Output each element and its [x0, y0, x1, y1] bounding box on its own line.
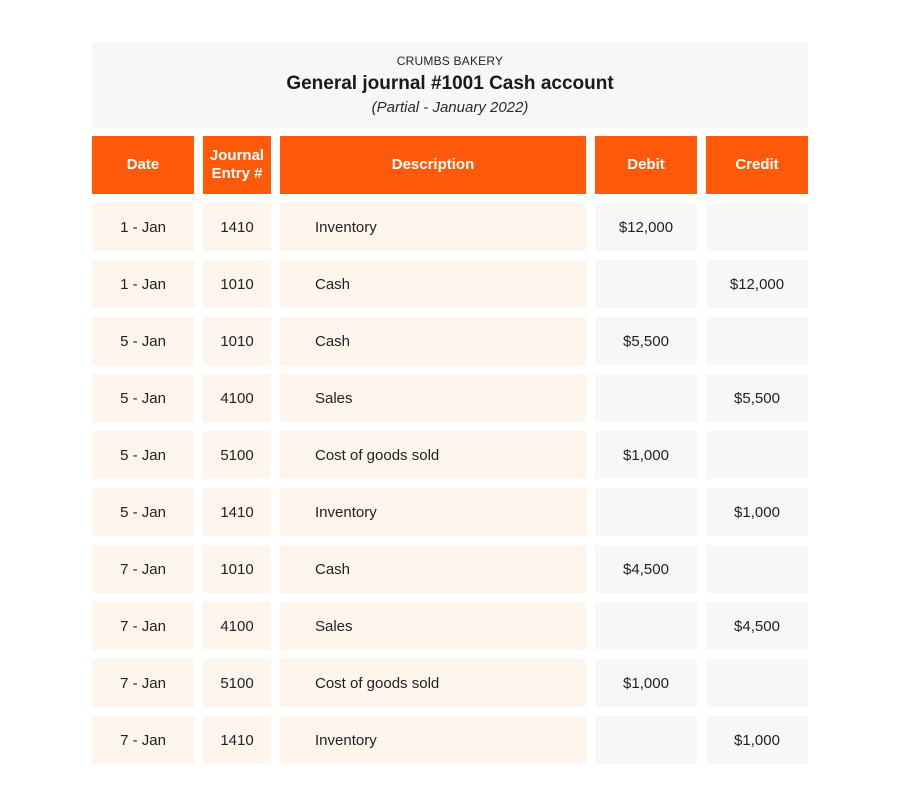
- table-row: [0, 260, 900, 308]
- cell-credit: $1,000: [706, 716, 808, 764]
- column-header-debit: Debit: [595, 136, 697, 194]
- cell-journal-entry: 1410: [203, 716, 271, 764]
- table-row: [0, 659, 900, 707]
- cell-description: Cost of goods sold: [280, 659, 586, 707]
- cell-date: 5 - Jan: [92, 374, 194, 422]
- cell-credit: $5,500: [706, 374, 808, 422]
- table-row: [0, 374, 900, 422]
- journal-subtitle: (Partial - January 2022): [371, 99, 529, 116]
- cell-credit: [706, 203, 808, 251]
- cell-date: 5 - Jan: [92, 317, 194, 365]
- cell-date: 5 - Jan: [92, 488, 194, 536]
- company-name: CRUMBS BAKERY: [396, 54, 504, 68]
- cell-date: 7 - Jan: [92, 659, 194, 707]
- cell-credit: [706, 659, 808, 707]
- cell-credit: $12,000: [706, 260, 808, 308]
- column-header-journal-entry-label: Journal Entry #: [209, 147, 265, 182]
- column-header-description: Description: [280, 136, 586, 194]
- cell-description: Sales: [280, 602, 586, 650]
- cell-description: Cash: [280, 317, 586, 365]
- cell-date: 1 - Jan: [92, 260, 194, 308]
- cell-journal-entry: 5100: [203, 659, 271, 707]
- cell-journal-entry: 4100: [203, 602, 271, 650]
- cell-description: Sales: [280, 374, 586, 422]
- cell-debit: $1,000: [595, 659, 697, 707]
- cell-description: Cash: [280, 545, 586, 593]
- table-row: [0, 545, 900, 593]
- cell-credit: [706, 545, 808, 593]
- journal-title: General journal #1001 Cash account: [286, 73, 614, 94]
- cell-debit: $12,000: [595, 203, 697, 251]
- cell-description: Cash: [280, 260, 586, 308]
- cell-debit: [595, 488, 697, 536]
- cell-description: Cost of goods sold: [280, 431, 586, 479]
- table-row: [0, 317, 900, 365]
- cell-journal-entry: 4100: [203, 374, 271, 422]
- cell-debit: [595, 374, 697, 422]
- cell-debit: [595, 716, 697, 764]
- table-row: [0, 716, 900, 764]
- cell-description: Inventory: [280, 203, 586, 251]
- column-header-journal-entry: [203, 136, 271, 194]
- cell-journal-entry: 1010: [203, 317, 271, 365]
- cell-date: 5 - Jan: [92, 431, 194, 479]
- cell-credit: [706, 431, 808, 479]
- cell-debit: [595, 602, 697, 650]
- cell-credit: $1,000: [706, 488, 808, 536]
- cell-credit: [706, 317, 808, 365]
- journal-header: [92, 42, 808, 128]
- cell-journal-entry: 1010: [203, 545, 271, 593]
- cell-journal-entry: 1410: [203, 203, 271, 251]
- cell-date: 1 - Jan: [92, 203, 194, 251]
- cell-debit: $4,500: [595, 545, 697, 593]
- cell-debit: $5,500: [595, 317, 697, 365]
- cell-date: 7 - Jan: [92, 602, 194, 650]
- cell-debit: [595, 260, 697, 308]
- cell-description: Inventory: [280, 488, 586, 536]
- cell-description: Inventory: [280, 716, 586, 764]
- cell-journal-entry: 1410: [203, 488, 271, 536]
- cell-date: 7 - Jan: [92, 545, 194, 593]
- table-row: [0, 488, 900, 536]
- cell-journal-entry: 5100: [203, 431, 271, 479]
- cell-date: 7 - Jan: [92, 716, 194, 764]
- cell-debit: $1,000: [595, 431, 697, 479]
- cell-journal-entry: 1010: [203, 260, 271, 308]
- column-header-date: Date: [92, 136, 194, 194]
- table-row: [0, 203, 900, 251]
- column-header-credit: Credit: [706, 136, 808, 194]
- table-row: [0, 431, 900, 479]
- table-row: [0, 602, 900, 650]
- cell-credit: $4,500: [706, 602, 808, 650]
